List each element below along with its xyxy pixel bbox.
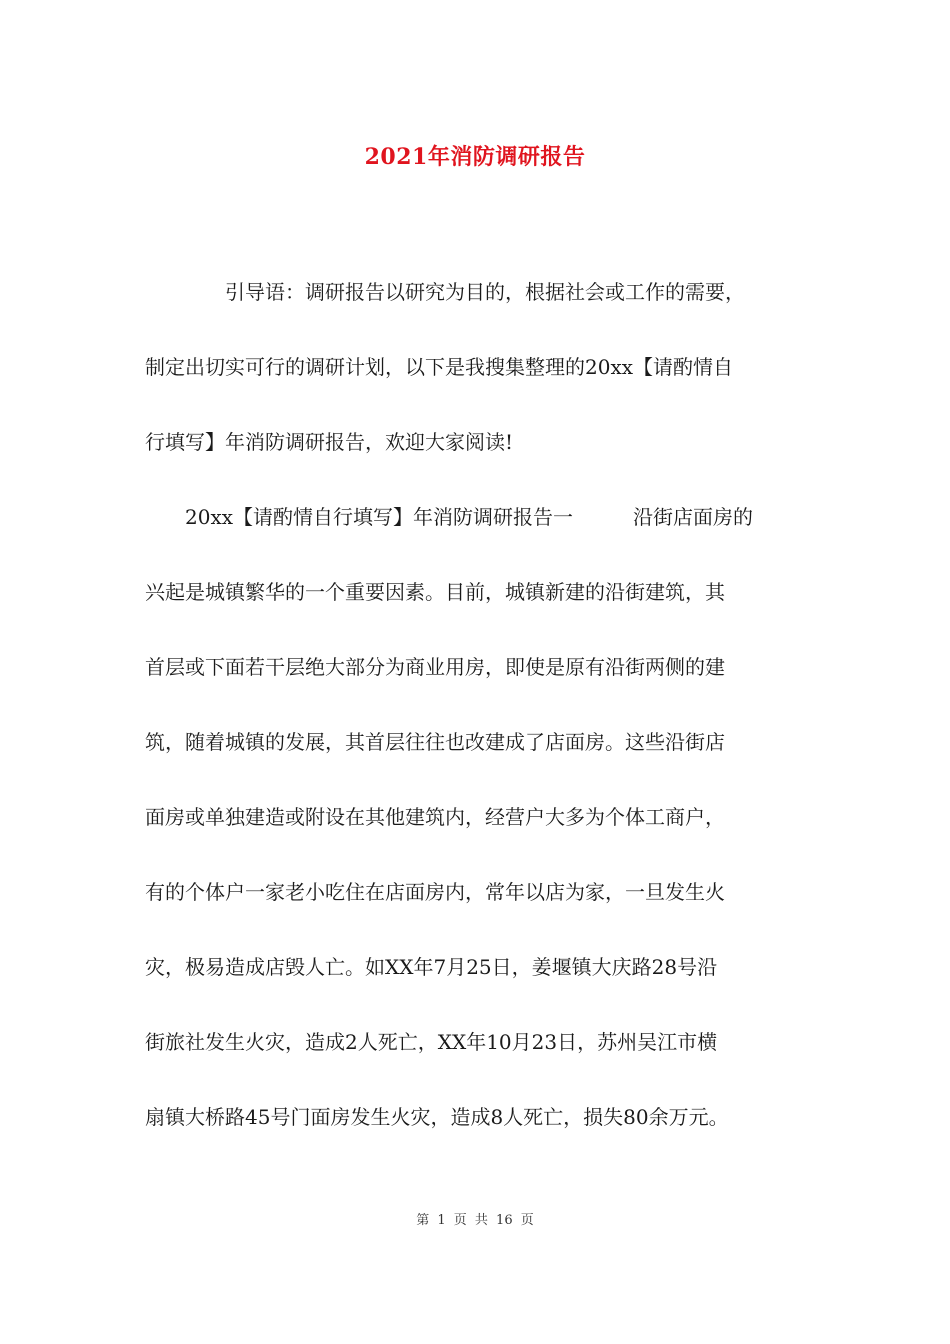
paragraph-line: 筑，随着城镇的发展，其首层往往也改建成了店面房。这些沿街店 [145, 730, 725, 754]
paragraph-line: 扇镇大桥路45号门面房发生火灾，造成8人死亡，损失80余万元。 [145, 1105, 729, 1129]
paragraph-line: 引导语：调研报告以研究为目的，根据社会或工作的需要， [145, 280, 745, 304]
paragraph-line: 灾，极易造成店毁人亡。如XX年7月25日，姜堰镇大庆路28号沿 [145, 955, 718, 979]
paragraph-line: 兴起是城镇繁华的一个重要因素。目前，城镇新建的沿街建筑，其 [145, 580, 725, 604]
paragraph-line: 制定出切实可行的调研计划，以下是我搜集整理的20xx【请酌情自 [145, 355, 734, 379]
paragraph-line: 面房或单独建造或附设在其他建筑内，经营户大多为个体工商户， [145, 805, 725, 829]
paragraph-line: 街旅社发生火灾，造成2人死亡，XX年10月23日，苏州吴江市横 [145, 1030, 718, 1054]
page-number-footer: 第 1 页 共 16 页 [416, 1213, 534, 1228]
paragraph-line: 行填写】年消防调研报告，欢迎大家阅读! [145, 430, 514, 454]
paragraph-line: 20xx【请酌情自行填写】年消防调研报告一 沿街店面房的 [145, 505, 754, 529]
paragraph-line: 有的个体户一家老小吃住在店面房内，常年以店为家，一旦发生火 [145, 880, 725, 904]
document-title: 2021年消防调研报告 [364, 144, 586, 170]
paragraph-line: 首层或下面若干层绝大部分为商业用房，即使是原有沿街两侧的建 [145, 655, 725, 679]
